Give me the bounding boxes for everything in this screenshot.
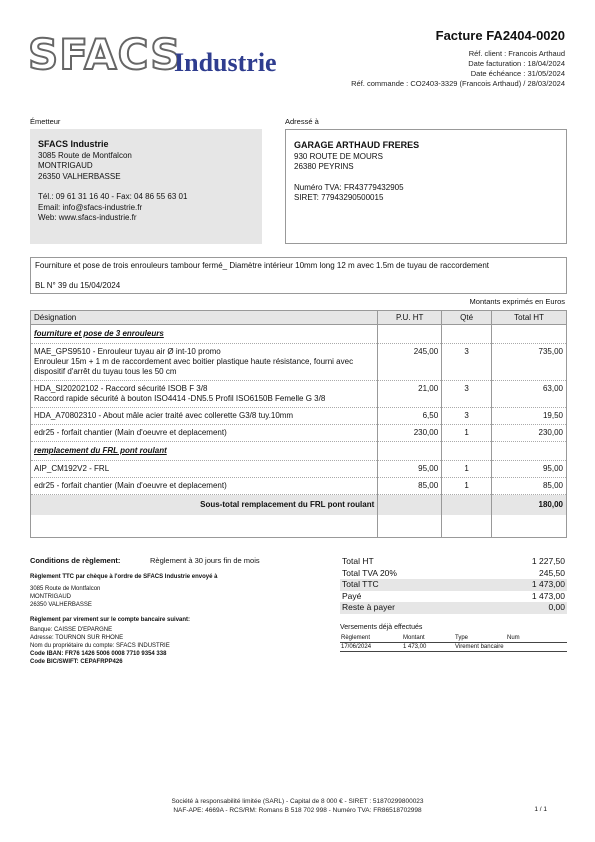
- line-total: 230,00: [492, 425, 567, 442]
- col-pu: P.U. HT: [378, 311, 442, 325]
- cheque-address-line: MONTRIGAUD: [30, 594, 71, 600]
- section-title: remplacement du FRL pont roulant: [31, 442, 378, 461]
- line-designation: edr25 - forfait chantier (Main d'oeuvre et deplacement): [31, 425, 378, 442]
- total-value: 1 227,50: [531, 556, 565, 566]
- col-total: Total HT: [492, 311, 567, 325]
- line-pu: 6,50: [378, 408, 442, 425]
- bank-address: Adresse: TOURNON SUR RHONE: [30, 635, 124, 641]
- emetteur-web: Web: www.sfacs-industrie.fr: [38, 213, 137, 222]
- payment-date: 17/06/2024: [340, 643, 402, 652]
- line-qte: 3: [442, 344, 492, 381]
- section-row: [31, 325, 567, 344]
- cheque-address-line: 3085 Route de Montfalcon: [30, 586, 101, 592]
- conditions-label: Conditions de règlement:: [30, 556, 121, 565]
- line-designation: MAE_GPS9510 - Enrouleur tuyau air Ø int-10 promo: [34, 347, 221, 356]
- total-row: [340, 602, 567, 614]
- total-value: 245,50: [539, 567, 565, 578]
- table-row: [31, 461, 567, 478]
- payments-table: [340, 634, 567, 652]
- emetteur-address-line: 3085 Route de Montfalcon: [38, 150, 132, 160]
- cheque-address-line: 26350 VALHERBASSE: [30, 602, 92, 608]
- line-designation: AIP_CM192V2 - FRL: [31, 461, 378, 478]
- currency-note: Montants exprimés en Euros: [469, 297, 565, 306]
- destinataire-label: Adressé à: [285, 117, 319, 126]
- payment-type: Virement bancaire: [454, 643, 506, 652]
- bank-name: Banque: CAISSE D'EPARGNE: [30, 627, 113, 633]
- line-total: 19,50: [492, 408, 567, 425]
- line-detail: Enrouleur 15m + 1 m de raccordement avec boitier plastique haute résistance, fourni avec dispositif d'arrêt du tuyau tous les 50 cm: [34, 357, 354, 376]
- line-qte: 1: [442, 478, 492, 495]
- total-label: Payé: [342, 590, 362, 601]
- logo-brand: SFACS: [28, 30, 182, 79]
- subtotal-label: Sous-total remplacement du FRL pont roulant: [31, 495, 378, 516]
- emetteur-name: SFACS Industrie: [38, 139, 109, 149]
- line-qte: 1: [442, 425, 492, 442]
- total-value: 1 473,00: [479, 579, 567, 591]
- line-designation: edr25 - forfait chantier (Main d'oeuvre et deplacement): [31, 478, 378, 495]
- destinataire-block: [285, 129, 567, 244]
- table-row: [31, 381, 567, 408]
- payments-col: Règlement: [340, 634, 402, 643]
- due-date: Date échéance : 31/05/2024: [470, 69, 565, 78]
- destinataire-address-line: 26380 PEYRINS: [294, 162, 354, 171]
- payment-amount: 1 473,00: [402, 643, 454, 652]
- section-title: fourniture et pose de 3 enrouleurs: [31, 325, 378, 344]
- footer-line: Société à responsabilité limitée (SARL) - Capital de 8 000 € - SIRET : 51870299800023: [171, 798, 424, 805]
- table-row: [31, 408, 567, 425]
- table-row: [31, 344, 567, 381]
- footer-line: NAF-APE: 4669A - RCS/RM: Romans B 518 702 998 - Numéro TVA: FR86518702998: [173, 807, 422, 814]
- description-text: Fourniture et pose de trois enrouleurs tambour fermé_ Diamètre intérieur 10mm long 12 m avec 1.5m de tuyau de raccordement: [35, 261, 489, 270]
- payments-col: Montant: [402, 634, 454, 643]
- line-pu: 85,00: [378, 478, 442, 495]
- line-total: 95,00: [492, 461, 567, 478]
- iban: Code IBAN: FR76 1426 5006 0008 7710 9354 338: [30, 651, 167, 657]
- total-row: [340, 591, 567, 603]
- company-logo: [28, 30, 288, 82]
- account-holder: Nom du propriétaire du compte: SFACS INDUSTRIE: [30, 643, 170, 649]
- payment-conditions: [30, 556, 310, 666]
- bic: Code BIC/SWIFT: CEPAFRPP426: [30, 659, 123, 665]
- line-detail: Raccord rapide sécurité à bouton ISO4414 -DN5.5 Profil ISO6150B Femelle G 3/8: [34, 394, 326, 403]
- virement-title: Règlement par virement sur le compte bancaire suivant:: [30, 617, 191, 623]
- section-row: [31, 442, 567, 461]
- line-qte: 3: [442, 381, 492, 408]
- cheque-title: Règlement TTC par chèque à l'ordre de SFACS Industrie envoyé à: [30, 574, 218, 580]
- table-row: [31, 478, 567, 495]
- line-total: 735,00: [492, 344, 567, 381]
- line-total: 85,00: [492, 478, 567, 495]
- table-row: [31, 425, 567, 442]
- payments-header-row: [340, 634, 567, 643]
- line-total: 63,00: [492, 381, 567, 408]
- payments-col: Num: [506, 634, 567, 643]
- total-row: [340, 556, 567, 568]
- col-qte: Qté: [442, 311, 492, 325]
- line-pu: 245,00: [378, 344, 442, 381]
- line-pu: 95,00: [378, 461, 442, 478]
- emetteur-label: Émetteur: [30, 117, 61, 126]
- destinataire-siret: SIRET: 77943290500015: [294, 193, 384, 202]
- total-label: Total TTC: [340, 579, 479, 591]
- total-row: [340, 579, 567, 591]
- destinataire-address-line: 930 ROUTE DE MOURS: [294, 151, 383, 161]
- logo-suffix: Industrie: [174, 48, 277, 77]
- subtotal-value: 180,00: [492, 495, 567, 516]
- table-header-row: [31, 311, 567, 325]
- line-qte: 1: [442, 461, 492, 478]
- subtotal-row: [31, 495, 567, 516]
- invoice-description: [30, 257, 567, 294]
- conditions-value: Règlement à 30 jours fin de mois: [150, 556, 260, 565]
- payment-row: [340, 643, 567, 652]
- total-value: 1 473,00: [531, 590, 565, 601]
- order-ref: Réf. commande : CO2403-3329 (Francois Arthaud) / 28/03/2024: [351, 79, 565, 88]
- line-pu: 230,00: [378, 425, 442, 442]
- client-ref: Réf. client : Francois Arthaud: [468, 49, 565, 58]
- emetteur-address-line: 26350 VALHERBASSE: [38, 171, 121, 181]
- col-designation: Désignation: [31, 311, 378, 325]
- invoice-title: Facture FA2404-0020: [435, 28, 565, 43]
- invoice-lines-table: [30, 310, 567, 538]
- payments-col: Type: [454, 634, 506, 643]
- total-label: Total HT: [342, 556, 374, 566]
- emetteur-block: [30, 129, 262, 244]
- line-designation: HDA_SI20202102 - Raccord sécurité ISOB F 3/8: [34, 384, 208, 393]
- line-pu: 21,00: [378, 381, 442, 408]
- invoice-date: Date facturation : 18/04/2024: [468, 59, 565, 68]
- total-row: [340, 568, 567, 580]
- destinataire-vat: Numéro TVA: FR43779432905: [294, 182, 404, 192]
- emetteur-email: Email: info@sfacs-industrie.fr: [38, 202, 143, 212]
- total-label: Total TVA 20%: [342, 567, 397, 578]
- line-designation: HDA_A70802310 - About mâle acier traité avec collerette G3/8 tuy.10mm: [31, 408, 378, 425]
- delivery-note: BL N° 39 du 15/04/2024: [35, 281, 121, 290]
- totals-table: [340, 556, 567, 614]
- page-footer: [0, 797, 595, 815]
- destinataire-name: GARAGE ARTHAUD FRERES: [294, 140, 420, 150]
- line-qte: 3: [442, 408, 492, 425]
- payment-num: [506, 643, 567, 652]
- total-label: Reste à payer: [340, 602, 479, 614]
- payments-title: Versements déjà effectués: [340, 624, 423, 631]
- total-value: 0,00: [479, 602, 567, 614]
- invoice-header: [351, 28, 565, 89]
- emetteur-address-line: MONTRIGAUD: [38, 161, 93, 170]
- page-number: 1 / 1: [534, 806, 547, 813]
- emetteur-phone: Tél.: 09 61 31 16 40 - Fax: 04 86 55 63 01: [38, 192, 188, 201]
